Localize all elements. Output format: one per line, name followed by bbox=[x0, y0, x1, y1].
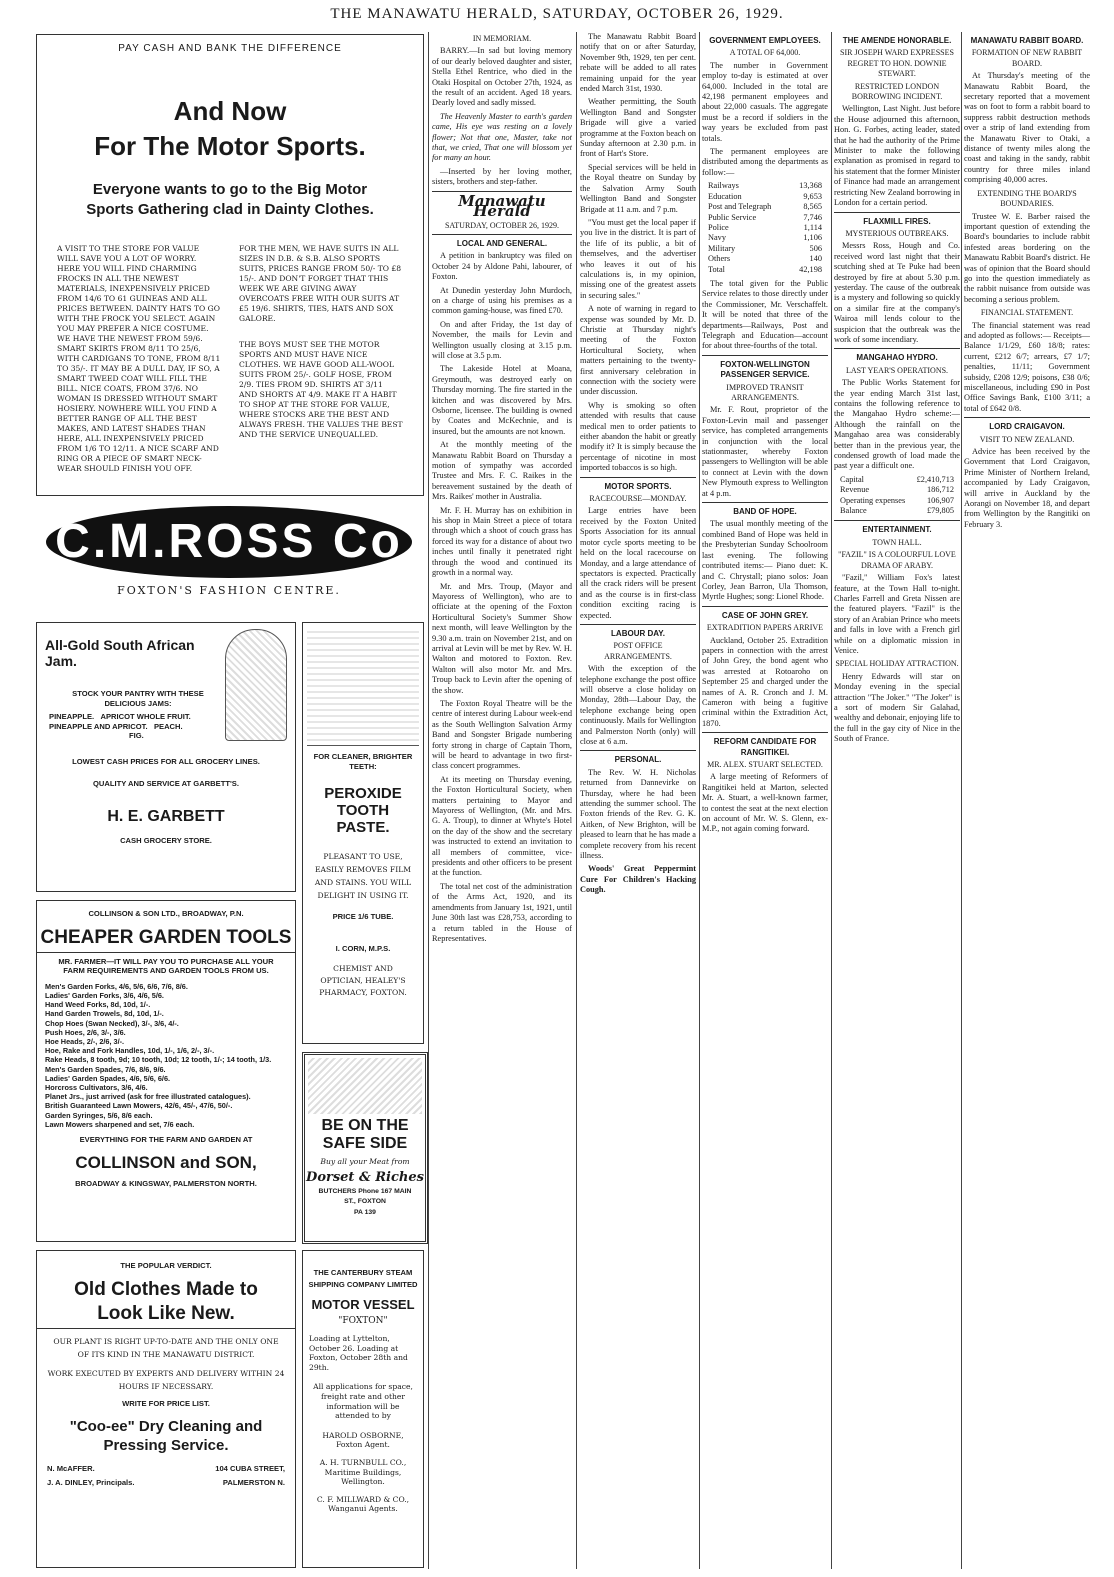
dog-illustration-icon bbox=[308, 1058, 422, 1114]
garden-item: Planet Jrs., just arrived (ask for free illustrated catalogues). bbox=[45, 1092, 251, 1102]
hydro-text: The Public Works Statement for the year ending March 31st last, contains the following reference to the Mangahao Hydro scheme:— Although the rainfall on the Mangahao area was considerably better than in the previous year, the condensed growth of load made the past year a difficult one. bbox=[834, 378, 960, 471]
column-rule bbox=[699, 32, 700, 1569]
ent-heading: ENTERTAINMENT. bbox=[862, 525, 932, 535]
motor-subheading: RACECOURSE—MONDAY. bbox=[589, 494, 687, 504]
peroxide-title-3: PASTE. bbox=[336, 819, 390, 837]
column-rabbit-board bbox=[964, 32, 1090, 1569]
garden-intro: MR. FARMER—IT WILL PAY YOU TO PURCHASE ALL YOUR FARM REQUIREMENTS AND GARDEN TOOLS FROM US. bbox=[58, 956, 274, 976]
canterbury-title: MOTOR VESSEL bbox=[311, 1297, 415, 1312]
jam-flavour: PEACH. bbox=[153, 721, 183, 731]
table-row bbox=[708, 244, 822, 254]
ent-subheading: TOWN HALL. bbox=[872, 537, 922, 547]
clothes-principal: N. McAFFER. bbox=[47, 1464, 95, 1474]
canterbury-agent: C. F. MILLWARD & CO., Wanganui Agents. bbox=[316, 1494, 410, 1514]
memoriam-sign: —Inserted by her loving mother, sisters, brothers and step-father. bbox=[432, 166, 572, 187]
local-item: A petition in bankruptcy was filed on October 24 by Aldone Pahi, labourer, of Foxton. bbox=[432, 251, 572, 282]
ad-safe-side bbox=[302, 1052, 428, 1244]
grey-subheading: EXTRADITION PAPERS ARRIVE bbox=[706, 623, 824, 633]
table-label: Balance bbox=[840, 506, 867, 516]
table-row bbox=[708, 192, 822, 202]
garden-item: British Guaranteed Lawn Mowers, 42/6, 45/-, 47/6, 50/-. bbox=[45, 1101, 233, 1111]
table-value: 1,114 bbox=[803, 222, 822, 232]
jam-prices: LOWEST CASH PRICES FOR ALL GROCERY LINES. bbox=[72, 756, 260, 766]
grey-heading: CASE OF JOHN GREY. bbox=[721, 610, 809, 620]
flax-heading: FLAXMILL FIRES. bbox=[863, 216, 931, 226]
jam-flavour: PINEAPPLE. bbox=[49, 712, 95, 722]
govt-heading: GOVERNMENT EMPLOYEES. bbox=[709, 36, 821, 45]
jam-stock: STOCK YOUR PANTRY WITH THESE DELICIOUS JAMS: bbox=[72, 689, 204, 708]
govt-text-2: The total given for the Public Service relates to those directly under the Commissioner, Mr. Verschaffelt. It will be noted that three of the departments—Railways, Post and Telegraph and Education—account for about three-fourths of the total. bbox=[702, 278, 828, 351]
garden-item: Lawn Mowers sharpened and set, 7/6 each. bbox=[45, 1119, 195, 1129]
safe-title-2: SAFE SIDE bbox=[322, 1135, 408, 1152]
clothes-title-1: Old Clothes Made to bbox=[74, 1278, 258, 1300]
canterbury-apply: All applications for space, freight rate and other information will be attended to by bbox=[313, 1382, 413, 1421]
clothes-name-2: Pressing Service. bbox=[103, 1437, 229, 1455]
table-label: Capital bbox=[840, 474, 864, 484]
hydro-heading: MANGAHAO HYDRO. bbox=[856, 353, 938, 363]
local-item: On and after Friday, the 1st day of November, the mails for Levin and Wellington usually closing at 3.15 p.m. will close at 3.5 p.m. bbox=[432, 319, 572, 360]
garden-items bbox=[45, 982, 287, 1129]
amende-subheading-2: RESTRICTED LONDON BORROWING INCIDENT. bbox=[851, 81, 943, 102]
jam-illustration-icon bbox=[225, 629, 287, 741]
table-row bbox=[840, 485, 954, 495]
ad-right-text-1: FOR THE MEN, WE HAVE SUITS IN ALL SIZES IN D.B. & S.B. ALSO SPORTS SUITS, PRICES RANGE FROM 50/- TO £8 15/-. AND DON'T FORGET THAT THIS WEEK WE ARE GIVING AWAY OVERCOATS FREE WITH OUR SUITS AT £5 19/6. SHIRTS, TIES, HATS AND SOX GALORE. bbox=[239, 244, 402, 323]
personal-heading: PERSONAL. bbox=[614, 755, 662, 765]
motor-heading: MOTOR SPORTS. bbox=[604, 481, 672, 491]
ad-subtitle: Everyone wants to go to the Big Motor Sports Gathering clad in Dainty Clothes. bbox=[86, 181, 374, 218]
hope-text: The usual monthly meeting of the combined Band of Hope was held in the Presbyterian Sunday Schoolroom last evening. The following contributed items:— Piano duet: K. and C. Chrystall; piano solos: Joan Corley, Jean Barron, Ula Thomson, Myrtle Hughes; song: Lionel Rhode. bbox=[702, 519, 828, 602]
garden-item: Rake Heads, 8 tooth, 9d; 10 tooth, 10d; 12 tooth, 1/-; 14 tooth, 1/3. bbox=[45, 1055, 272, 1065]
amende-text: Wellington, Last Night. Just before the House adjourned this afternoon, Hon. G. Forbes, acting leader, stated that he had the authority of the Prime Minister to make the following explanation as promised in regard to his statement that the former Minister of Finance had made an arrangement restricting New Zealand borrowing in London for a certain period. bbox=[834, 104, 960, 208]
table-value: 9,653 bbox=[803, 191, 822, 201]
column-amende bbox=[834, 32, 960, 1569]
canterbury-vessel: "FOXTON" bbox=[338, 1316, 388, 1326]
local-item: Mr. and Mrs. Troup, (Mayor and Mayoress of Wellington), who are to officiate at the opening of the Foxton Horticultural Society's Summer Show next month, will leave Wellington by the 9.30 a.m. train on November 21st, and on arrival at Levin will be met by Rev. W. H. Walton and motored to Foxton. Rev. Walton will also motor Mr. and Mrs. Troup back to Levin after the opening of the show. bbox=[432, 581, 572, 695]
safe-code: PA 139 bbox=[354, 1209, 376, 1217]
column-govt bbox=[702, 32, 828, 1569]
ross-logo: C.M.ROSS Co bbox=[46, 506, 412, 578]
rb-heading: MANAWATU RABBIT BOARD. bbox=[970, 36, 1084, 45]
general-item: Special services will be held in the Royal theatre on Sunday by the Salvation Army South Wellington Band and Songster Brigade at 11 a.m. and 7 p.m. bbox=[580, 162, 696, 214]
local-heading: LOCAL AND GENERAL. bbox=[456, 238, 548, 248]
grey-text: Auckland, October 25. Extradition papers in connection with the arrest of John Grey, the bond agent who was arrested at Rotoaroho on September 25 and charged under the names of A. R. Cronch and J. M. Cameron with being a fugitive criminal within the Extradition Act, 1870. bbox=[702, 635, 828, 728]
table-value: 186,712 bbox=[927, 485, 954, 495]
table-row bbox=[708, 202, 822, 212]
ad-title-1: And Now bbox=[173, 96, 287, 126]
table-value: £79,805 bbox=[927, 506, 954, 516]
table-row bbox=[840, 506, 954, 516]
local-item: The Foxton Royal Theatre will be the centre of interest during Labour week-end as the South Wellington Salvation Army Band and Songster Brigade numbering forty strong in charge of Captain Thorn, will be heard to advantage in two first-class concert programmes. bbox=[432, 698, 572, 771]
general-item: Why is smoking so often attended with results that cause medical men to order patients to either abandon the habit or greatly modify it? It is simply because the percentage of nicotine in most imported tobaccos is so high. bbox=[580, 400, 696, 473]
local-item: At its meeting on Thursday evening, the Foxton Horticultural Society, when matters pertaining to Mayor and Mayoress of Wellington, (Mr. and Mrs. G. A. Troup), to dinner at Whyte's Hotel on the day of the show and the secretary was instructed to extend an invitation to all members of committee, vice-presidents and other officers to be present at the function. bbox=[432, 774, 572, 878]
table-value: 1,106 bbox=[803, 233, 822, 243]
table-label: Total bbox=[708, 264, 725, 274]
peroxide-intro: FOR CLEANER, BRIGHTER TEETH: bbox=[313, 752, 413, 771]
labour-text: With the exception of the telephone exchange the post office will observe a close holiday on Monday, 28th—Labour Day, the telephone exchange being open continuously. Mails for Wellington and Palmerston North (only) will close at 6 a.m. bbox=[580, 664, 696, 746]
local-item: The total net cost of the administration of the Arms Act, 1920, and its amendments from January 1st, 1921, until June 30th last was £28,753, according to a return tabled in the House of Representatives. bbox=[432, 881, 572, 943]
labour-heading: LABOUR DAY. bbox=[611, 628, 665, 638]
column-rule bbox=[831, 32, 832, 1569]
table-row bbox=[708, 223, 822, 233]
herald-date: SATURDAY, OCTOBER 26, 1929. bbox=[444, 220, 560, 230]
local-items bbox=[432, 251, 572, 944]
table-label: Public Service bbox=[708, 212, 757, 222]
column-rule bbox=[428, 32, 429, 1569]
govt-table-heading: The permanent employees are distributed among the departments as follow:— bbox=[702, 147, 828, 177]
column-rule bbox=[961, 32, 962, 1569]
table-value: 106,907 bbox=[927, 495, 954, 505]
herald-title: Manawatu Herald bbox=[458, 191, 546, 221]
hydro-table bbox=[840, 475, 954, 517]
table-row bbox=[840, 475, 954, 485]
ad-title-2: For The Motor Sports. bbox=[94, 131, 366, 161]
reform-subheading: MR. ALEX. STUART SELECTED. bbox=[707, 760, 823, 769]
table-value: 8,565 bbox=[803, 202, 822, 212]
table-value: £2,410,713 bbox=[916, 474, 954, 484]
govt-text: The number in Government employ to-day is estimated at over 64,000. Included in the total are 42,198 permanent employees and about 22,000 casuals. The aggregate must be a record if soldiers in the way years be excluded from past totals. bbox=[702, 60, 828, 143]
local-item: Mr. F. H. Murray has on exhibition in his shop in Main Street a piece of totara through which a shoot of couch grass has forced its way for a distance of about two inches until finally it penetrated right through the wood and continued its growth in a normal way. bbox=[432, 505, 572, 578]
canterbury-sailing: Loading at Lyttelton, October 26. Loading at Foxton, October 28th and 29th. bbox=[309, 1334, 408, 1372]
jam-flavour: FIG. bbox=[129, 731, 144, 741]
table-row bbox=[840, 496, 954, 506]
garden-firm: COLLINSON & SON LTD., BROADWAY, P.N. bbox=[88, 909, 244, 918]
rb-text-2: Trustee W. E. Barber raised the important question of extending the Board's boundaries to include rabbit infested areas bordering on the Manawatu Rabbit Board's district. He was of opinion that the Board should go into the question immediately as the rabbit nuisance from outside was becoming a serious problem. bbox=[964, 211, 1090, 304]
table-label: Police bbox=[708, 222, 729, 232]
general-item: The Manawatu Rabbit Board notify that on or after Saturday, November 9th, 1929, ten per cent. rebate will be added to all rates remaining unpaid for the year ended March 31st, 1930. bbox=[580, 32, 696, 94]
amende-heading: THE AMENDE HONORABLE. bbox=[842, 36, 952, 45]
rb-text: At Thursday's meeting of the Manawatu Rabbit Board, the secretary reported that a movement was on foot to form a rabbit board to suppress rabbit destruction methods over a strip of land extending from the Manawatu River to Otaki, a distance of twenty miles along the coast and taking in the sandy, rabbit country for three miles inland comprising 40,000 acres. bbox=[964, 71, 1090, 185]
table-row bbox=[708, 181, 822, 191]
labour-subheading: POST OFFICE ARRANGEMENTS. bbox=[604, 641, 672, 661]
ad-garbett bbox=[36, 622, 296, 892]
ent-subheading-2: "FAZIL" IS A COLOURFUL LOVE DRAMA OF ARABY. bbox=[838, 550, 956, 570]
safe-detail: BUTCHERS Phone 167 MAIN ST., FOXTON bbox=[318, 1188, 412, 1205]
personal-footer: Woods' Great Peppermint Cure For Children's Hacking Cough. bbox=[580, 864, 696, 895]
masthead: THE MANAWATU HERALD, SATURDAY, OCTOBER 26, 1929. bbox=[330, 6, 784, 22]
table-row bbox=[708, 213, 822, 223]
safe-firm: Dorset & Riches bbox=[306, 1170, 424, 1185]
garbett-name: H. E. GARBETT bbox=[107, 808, 225, 826]
general-item: A note of warning in regard to expense was sounded by Mr. D. Christie at Thursday night's meeting of the Foxton Horticultural Society, when matters pertaining to the twenty-first anniversary celebration in connection with the society were under discussion. bbox=[580, 304, 696, 397]
table-value: 7,746 bbox=[803, 212, 822, 222]
garden-item: Hoe Heads, 2/-, 2/6, 3/-. bbox=[45, 1037, 125, 1046]
garden-item: Hand Weed Forks, 8d, 10d, 1/-. bbox=[45, 1000, 151, 1010]
general-item: "You must get the local paper if you live in the district. It is part of the life of its public, a bit of themselves, and the advertiser who leaves it out of his calculations is, in my opinion, missing one of the greatest assets in securing sales." bbox=[580, 217, 696, 300]
ad-old-clothes bbox=[36, 1250, 296, 1568]
safe-title-1: BE ON THE bbox=[321, 1117, 409, 1134]
foxton-text: Mr. F. Rout, proprietor of the Foxton-Levin mail and passenger service, has completed arrangements in conjunction with the local stationmaster, whereby Foxton passengers to Wellington will be able to connect at Levin with the down New Plymouth express to Wellington at 4 p.m. bbox=[702, 405, 828, 498]
flax-text: Messrs Ross, Hough and Co. received word last night that their scutching shed at Te Puke had been destroyed by fire at about 5.30 p.m. yesterday. The cause of the outbreak is a mystery and following so quickly on a similar fire at the company's Wairoa mill lends colour to the suspicion that the outbreak was the work of some incendiary. bbox=[834, 241, 960, 344]
safe-sub: Buy all your Meat from bbox=[320, 1157, 410, 1166]
craig-subheading: VISIT TO NEW ZEALAND. bbox=[979, 434, 1075, 444]
garden-item: Chop Hoes (Swan Necked), 3/-, 3/6, 4/-. bbox=[45, 1018, 179, 1028]
garden-item: Ladies' Garden Forks, 3/6, 4/6, 5/6. bbox=[45, 990, 164, 1000]
foxton-subheading: IMPROVED TRANSIT ARRANGEMENTS. bbox=[726, 382, 804, 402]
reform-heading: REFORM CANDIDATE FOR RANGITIKEI. bbox=[713, 737, 817, 757]
local-item: At the monthly meeting of the Manawatu Rabbit Board on Thursday a motion of sympathy was accorded Trustee and Mrs. F. C. Raikes in the bereavement sustained by the death of Mrs. Raikes' mother in Australia. bbox=[432, 440, 572, 502]
ross-tagline: FOXTON'S FASHION CENTRE. bbox=[117, 584, 341, 597]
ad-right-text-2: THE BOYS MUST SEE THE MOTOR SPORTS AND MUST HAVE NICE CLOTHES. WE HAVE GOOD ALL-WOOL SUITS FROM 25/-. GOLF HOSE, FROM 2/9. TIES FROM 9D. SHIRTS AT 3/11 AND SHORTS AT 4/9. MAKE IT A HABIT TO SHOP AT THE STORE FOR VALUE, WHERE STOCKS ARE THE BEST AND ALWAYS FRESH. THE VALUES THE BEST AND THE SERVICE UNEQUALLED. bbox=[239, 340, 403, 439]
clothes-address: PALMERSTON N. bbox=[222, 1477, 285, 1487]
ad-peroxide bbox=[302, 622, 424, 1044]
local-item: At Dunedin yesterday John Murdoch, on a charge of using his premises as a common gaming-house, was fined £70. bbox=[432, 285, 572, 316]
rb-subheading: FORMATION OF NEW RABBIT BOARD. bbox=[971, 48, 1083, 68]
foxton-heading: FOXTON-WELLINGTON PASSENGER SERVICE. bbox=[720, 359, 810, 380]
jam-title: All-Gold South African Jam. bbox=[45, 637, 195, 669]
jam-flavour: PINEAPPLE AND APRICOT. bbox=[49, 721, 148, 731]
peroxide-address: CHEMIST AND OPTICIAN, HEALEY'S PHARMACY, FOXTON. bbox=[319, 964, 407, 998]
rb-text-3: The financial statement was read and adopted as follows:— Receipts—Balance 1/1/29, £60 18/8; rates: current, £212 6/7; arrears, £7 1/7; penalties, 11/11; Government subsidy, £208 12/9; poisons, £38 0/6; miscellaneous, including £90 in Post Office Savings Bank, £100 3/11; a total of £642 0/8. bbox=[964, 320, 1090, 413]
table-label: Education bbox=[708, 191, 742, 201]
table-label: Others bbox=[708, 254, 731, 264]
memoriam-heading: IN MEMORIAM. bbox=[472, 34, 532, 43]
garden-item: Horcross Cultivators, 3/6, 4/6. bbox=[45, 1083, 148, 1093]
rb-subheading-2: EXTENDING THE BOARD'S BOUNDARIES. bbox=[977, 188, 1077, 209]
clothes-plant: OUR PLANT IS RIGHT UP-TO-DATE AND THE ONLY ONE OF ITS KIND IN THE MANAWATU DISTRICT. bbox=[53, 1336, 279, 1359]
flax-subheading: MYSTERIOUS OUTBREAKS. bbox=[845, 228, 949, 238]
table-row bbox=[708, 254, 822, 264]
motor-text: Large entries have been received by the Foxton United Sports Association for its annual motor cycle sports meeting to be held on the local racecourse on Monday, and a large attendance of spectators is expected. Practically all the crack riders will be present and as the course is in first-class condition exciting racing is expected. bbox=[580, 506, 696, 620]
peroxide-price: PRICE 1/6 TUBE. bbox=[332, 912, 394, 922]
clothes-title-2: Look Like New. bbox=[97, 1302, 235, 1324]
table-label: Revenue bbox=[840, 485, 870, 495]
memoriam-text: BARRY.—In sad but loving memory of our dearly beloved daughter and sister, Stella Ethel Rentrice, who died in the Otaki Hospital on October 27th, 1924, as the result of an accident. Aged 18 years. Dearly loved and sadly missed. bbox=[432, 46, 572, 108]
clothes-principal: J. A. DINLEY, Principals. bbox=[47, 1477, 135, 1487]
garden-item: Garden Syringes, 5/6, 8/6 each. bbox=[45, 1110, 153, 1120]
column-rabbit-motor bbox=[580, 32, 696, 1569]
ad-tag: PAY CASH AND BANK THE DIFFERENCE bbox=[118, 43, 342, 54]
table-value: 140 bbox=[809, 254, 822, 264]
general-items bbox=[580, 32, 696, 474]
garden-item: Push Hoes, 2/6, 3/-, 3/6. bbox=[45, 1027, 126, 1037]
clothes-verdict: THE POPULAR VERDICT. bbox=[120, 1261, 212, 1270]
peroxide-title-2: TOOTH bbox=[336, 802, 390, 820]
table-label: Railways bbox=[708, 181, 739, 191]
canterbury-agent: A. H. TURNBULL CO., Maritime Buildings, Wellington. bbox=[319, 1457, 407, 1487]
personal-text: The Rev. W. H. Nicholas returned from Dannevirke on Thursday, where he had been attending the summer school. The Foxton friends of the Rev. G. K. Aitken, of New Brighton, will be pleased to learn that he has made a complete recovery from his recent illness. bbox=[580, 767, 696, 861]
craig-heading: LORD CRAIGAVON. bbox=[989, 422, 1065, 432]
peroxide-title-1: PEROXIDE bbox=[324, 785, 402, 803]
holiday-text: Henry Edwards will star on Monday evening in the special attraction "The Joker." "The Joker" is a sort of modern Sir Galahad, wealthy and debonair, enjoying life to the full in the gay city of Nice in the South of France. bbox=[834, 671, 960, 744]
hydro-subheading: LAST YEAR'S OPERATIONS. bbox=[845, 365, 949, 375]
clothes-write: WRITE FOR PRICE LIST. bbox=[122, 1398, 210, 1408]
table-label: Navy bbox=[708, 233, 726, 243]
garden-item: Hand Garden Trowels, 8d, 10d, 1/-. bbox=[45, 1009, 164, 1019]
table-label: Operating expenses bbox=[840, 495, 906, 505]
amende-subheading: SIR JOSEPH WARD EXPRESSES REGRET TO HON. DOWNIE STEWART. bbox=[840, 48, 954, 79]
govt-subheading: A TOTAL OF 64,000. bbox=[729, 48, 801, 58]
canterbury-agent: HAROLD OSBORNE, Foxton Agent. bbox=[322, 1430, 404, 1450]
garden-item: Ladies' Garden Spades, 4/6, 5/6, 6/6. bbox=[45, 1073, 171, 1083]
garden-item: Hoe, Rake and Fork Handles, 10d, 1/-, 1/6, 2/-, 3/-. bbox=[45, 1046, 215, 1056]
table-label: Post and Telegraph bbox=[708, 202, 772, 212]
toothpaste-illustration-icon bbox=[307, 627, 419, 746]
table-value: 42,198 bbox=[799, 264, 822, 274]
hope-heading: BAND OF HOPE. bbox=[733, 507, 797, 517]
general-item: Weather permitting, the South Wellington Band and Songster Brigade will give a varied programme at the Foxton beach on Sunday afternoon at 2.30 p.m. in front of Hart's Store. bbox=[580, 97, 696, 159]
table-row bbox=[708, 265, 822, 275]
canterbury-company: THE CANTERBURY STEAM SHIPPING COMPANY LIMITED bbox=[308, 1268, 418, 1289]
garden-address: BROADWAY & KINGSWAY, PALMERSTON NORTH. bbox=[75, 1178, 257, 1188]
reform-text: A large meeting of Reformers of Rangitikei held at Marton, selected Mr. A. Stuart, a well-known farmer, to contest the seat at the next election on account of Mr. W. S. Glenn, ex-M.P., not again coming forward. bbox=[702, 772, 828, 834]
jam-flavour: APRICOT WHOLE FRUIT. bbox=[100, 712, 191, 722]
table-value: 13,368 bbox=[799, 181, 822, 191]
local-item: The Lakeside Hotel at Moana, Greymouth, was destroyed early on Thursday morning. The fire started in the kitchen and was discovered by Mrs. Osborne, licensee. The building is owned by Coates and McKechnie, and is insured, but the amounts are not known. bbox=[432, 364, 572, 436]
garbett-store: CASH GROCERY STORE. bbox=[120, 836, 212, 846]
jam-quality: QUALITY AND SERVICE AT GARBETT'S. bbox=[93, 778, 239, 788]
ad-left-text: A VISIT TO THE STORE FOR VALUE WILL SAVE YOU A LOT OF WORRY. HERE YOU WILL FIND CHARMING FROCKS IN ALL THE NEWEST MATERIALS, INEXPENSIVELY PRICED FROM 14/6 TO 61 GUINEAS AND ALL PRICES BETWEEN. DAINTY HATS TO GO WITH THE FROCK YOU SELECT. AGAIN YOU MAY PREFER A NICE COSTUME. WE HAVE THE NEWEST FROM 59/6. SMART SKIRTS FROM 8/11 TO 25/6, WITH CARDIGANS TO TONE, FROM 8/11 TO 35/-. IT MAY BE A DULL DAY, IF SO, A SMART TWEED COAT WILL FILL THE BILL. NICE COATS, FROM 37/6. NO WOMAN IS DRESSED WITHOUT SMART HOSIERY. NOWHERE WILL YOU FIND A BETTER RANGE OF ALL THE BEST MAKES, AND LATEST SHADES THAN HERE, ALL INEXPENSIVELY PRICED FROM 1/6 TO 12/11. A NICE SCARF AND RING OR A PIECE OF SMART NECK-WEAR SHOULD FINISH YOU OFF. bbox=[57, 244, 221, 473]
table-value: 506 bbox=[809, 243, 822, 253]
garden-title: CHEAPER GARDEN TOOLS bbox=[40, 926, 292, 948]
ad-canterbury bbox=[302, 1250, 424, 1568]
rb-subheading-3: FINANCIAL STATEMENT. bbox=[980, 308, 1074, 318]
table-label: Military bbox=[708, 243, 736, 253]
govt-table bbox=[708, 181, 822, 275]
garden-item: Men's Garden Forks, 4/6, 5/6, 6/6, 7/6, 8/6. bbox=[45, 981, 188, 991]
garden-everything: EVERYTHING FOR THE FARM AND GARDEN AT bbox=[79, 1135, 253, 1145]
peroxide-chemist: I. CORN, M.P.S. bbox=[335, 943, 391, 953]
memoriam-poem: The Heavenly Master to earth's garden came, His eye was resting on a lovely flower; Not that one, Master, take not that, we cried, That one will blossom yet for many an hour. bbox=[432, 111, 572, 163]
clothes-name-1: "Coo-ee" Dry Cleaning and bbox=[69, 1418, 263, 1436]
column-rule bbox=[576, 32, 577, 1569]
ad-motor-sports bbox=[36, 34, 424, 496]
column-memoriam-local bbox=[432, 32, 572, 1569]
holiday-heading: SPECIAL HOLIDAY ATTRACTION. bbox=[835, 659, 959, 669]
table-row bbox=[708, 233, 822, 243]
craig-text: Advice has been received by the Government that Lord Craigavon, Prime Minister of Northern Ireland, accompanied by Lady Craigavon, will arrive in Auckland by the Aorangi on November 18, and depart from Wellington by the Rangitiki on February 3. bbox=[964, 447, 1090, 529]
clothes-work: WORK EXECUTED BY EXPERTS AND DELIVERY WITHIN 24 HOURS IF NECESSARY. bbox=[47, 1368, 285, 1391]
ad-garden-tools bbox=[36, 900, 296, 1242]
garden-item: Men's Garden Spades, 7/6, 8/6, 9/6. bbox=[45, 1064, 166, 1074]
ent-text: "Fazil," William Fox's latest feature, at the Town Hall to-night. Charles Farrell and Greta Nissen are the featured players. "Fazil" is the story of an Arabian Prince who meets and falls in love with a French girl while on a diplomatic mission in Venice. bbox=[834, 573, 960, 655]
peroxide-body: PLEASANT TO USE, EASILY REMOVES FILM AND STAINS. YOU WILL DELIGHT IN USING IT. bbox=[314, 852, 412, 901]
garden-name: COLLINSON and SON, bbox=[75, 1152, 257, 1172]
clothes-address: 104 CUBA STREET, bbox=[215, 1464, 285, 1474]
ad-ross bbox=[36, 506, 422, 606]
